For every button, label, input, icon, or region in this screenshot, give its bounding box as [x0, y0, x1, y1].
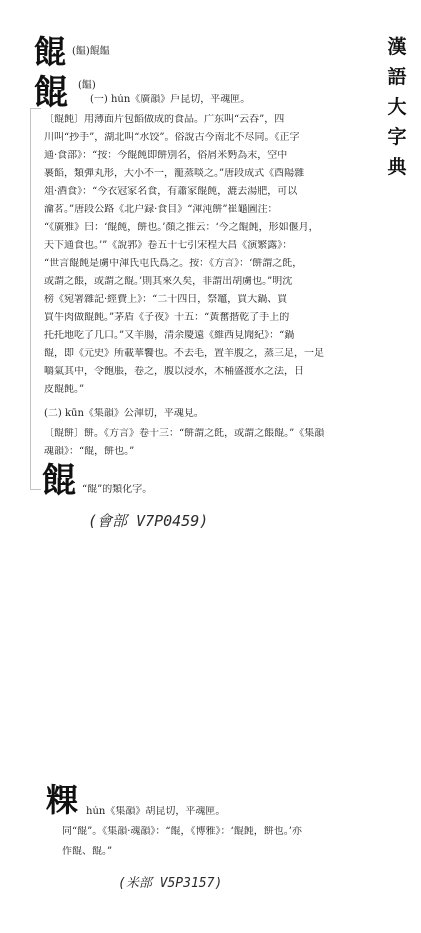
entry-1-margin-mark	[30, 108, 41, 490]
title-char-1: 漢	[387, 36, 407, 58]
entry-1-line: “世言餛飩是虜中渾氏屯氏爲之。按：《方言》：‘餅謂之飥，	[44, 258, 303, 269]
entry-1-line: 〔餛飩〕用薄面片包餡做成的食品。广东叫“云吞”，四	[44, 114, 285, 125]
entry-1-line: 裹餡，類彈丸形，大小不一，籠蒸啖之。”唐段成式《酉陽雜	[44, 168, 305, 179]
headword-entry-1: 餛	[34, 73, 68, 113]
title-char-2: 語	[387, 66, 407, 88]
entry-1-line: 買牛肉做餛飩。”茅盾《子夜》十五：“黃奮揩乾了手上的	[44, 312, 290, 323]
entry-3-handwritten-reference: (米部 V5P3157)	[118, 876, 223, 891]
headword-entry-3: 粿	[46, 781, 79, 819]
entry-1-cross-reference: (饂)餛饂	[72, 46, 110, 57]
entry-2-definition: “餛”的類化字。	[82, 484, 153, 495]
entry-3-line: 同“餛”。《集韻·魂韻》：“餛，《博雅》：‘餛飩，餅也。’亦	[62, 826, 302, 837]
title-char-3: 大	[387, 96, 407, 118]
entry-1-line: 餛，即《元史》所載華饗也。不去毛，置羊腹之，蒸三足，一足	[44, 348, 324, 359]
entry-1-line: 皮餛飩。”	[44, 384, 85, 395]
entry-1-line: 瀹茗。”唐段公路《北户録·食目》“渾沌餅”崔龜圖注：	[44, 204, 278, 215]
entry-1-line: 天下通食也。’”《說郛》卷五十七引宋程大昌《演繁露》：	[44, 240, 293, 251]
title-char-4: 字	[387, 126, 407, 148]
headword-entry-1-top: 餛	[34, 33, 67, 71]
entry-1-line: 嚼氣其中，令飽脹，卷之，腹以浸水，木桶盛渡水之法，日	[44, 366, 304, 377]
entry-1-line: 川叫“抄手”，湖北叫“水饺”。俗說古今南北不尽同。《正字	[44, 132, 300, 143]
entry-2-handwritten-reference: (會部 V7P0459)	[88, 512, 209, 530]
entry-3-line: 作餛、餛。”	[62, 846, 113, 857]
entry-1-line: 或謂之餦，或謂之餛。’則其來久矣，非謂出胡虜也。”明沈	[44, 276, 293, 287]
entry-1-line: 俎·酒食》：“今衣冠家名食，有蕭家餛飩，漉去湯肥，可以	[44, 186, 298, 197]
entry-1-line: 通·食部》：“按：今餛飩即餅別名，俗屑米麪為末，空中	[44, 150, 288, 161]
entry-1-line: (一) hún《廣韻》戶昆切，平魂匣。	[90, 94, 251, 105]
entry-1-line: 魂韻》：“餛，餅也。”	[44, 446, 135, 457]
entry-1-line: 托托地吃了几口。”又羊腸，清余慶遠《維西見聞紀》：“鍋	[44, 330, 295, 341]
headword-entry-2: 餛	[42, 461, 76, 501]
dictionary-title-vertical	[384, 34, 410, 180]
entry-1-line: 〔餛餅〕餅。《方言》卷十三：“餅謂之飥，或謂之餦餛。”《集韻	[44, 428, 325, 439]
entry-1-line: (二) kūn《集韻》公渾切，平魂見。	[44, 408, 204, 419]
entry-1-line: 榜《宛署雜記·經費上》：“二十四日，祭竈，買大鍋、買	[44, 294, 288, 305]
entry-3-line: hún《集韻》胡昆切，平魂匣。	[86, 806, 226, 817]
entry-1-variant-note: (饂)	[78, 80, 96, 91]
title-char-5: 典	[387, 156, 407, 178]
entry-1-line: “《廣雅》曰：‘餛飩，餅也。’顏之推云：‘今之餛飩，形如偃月，	[44, 222, 319, 233]
